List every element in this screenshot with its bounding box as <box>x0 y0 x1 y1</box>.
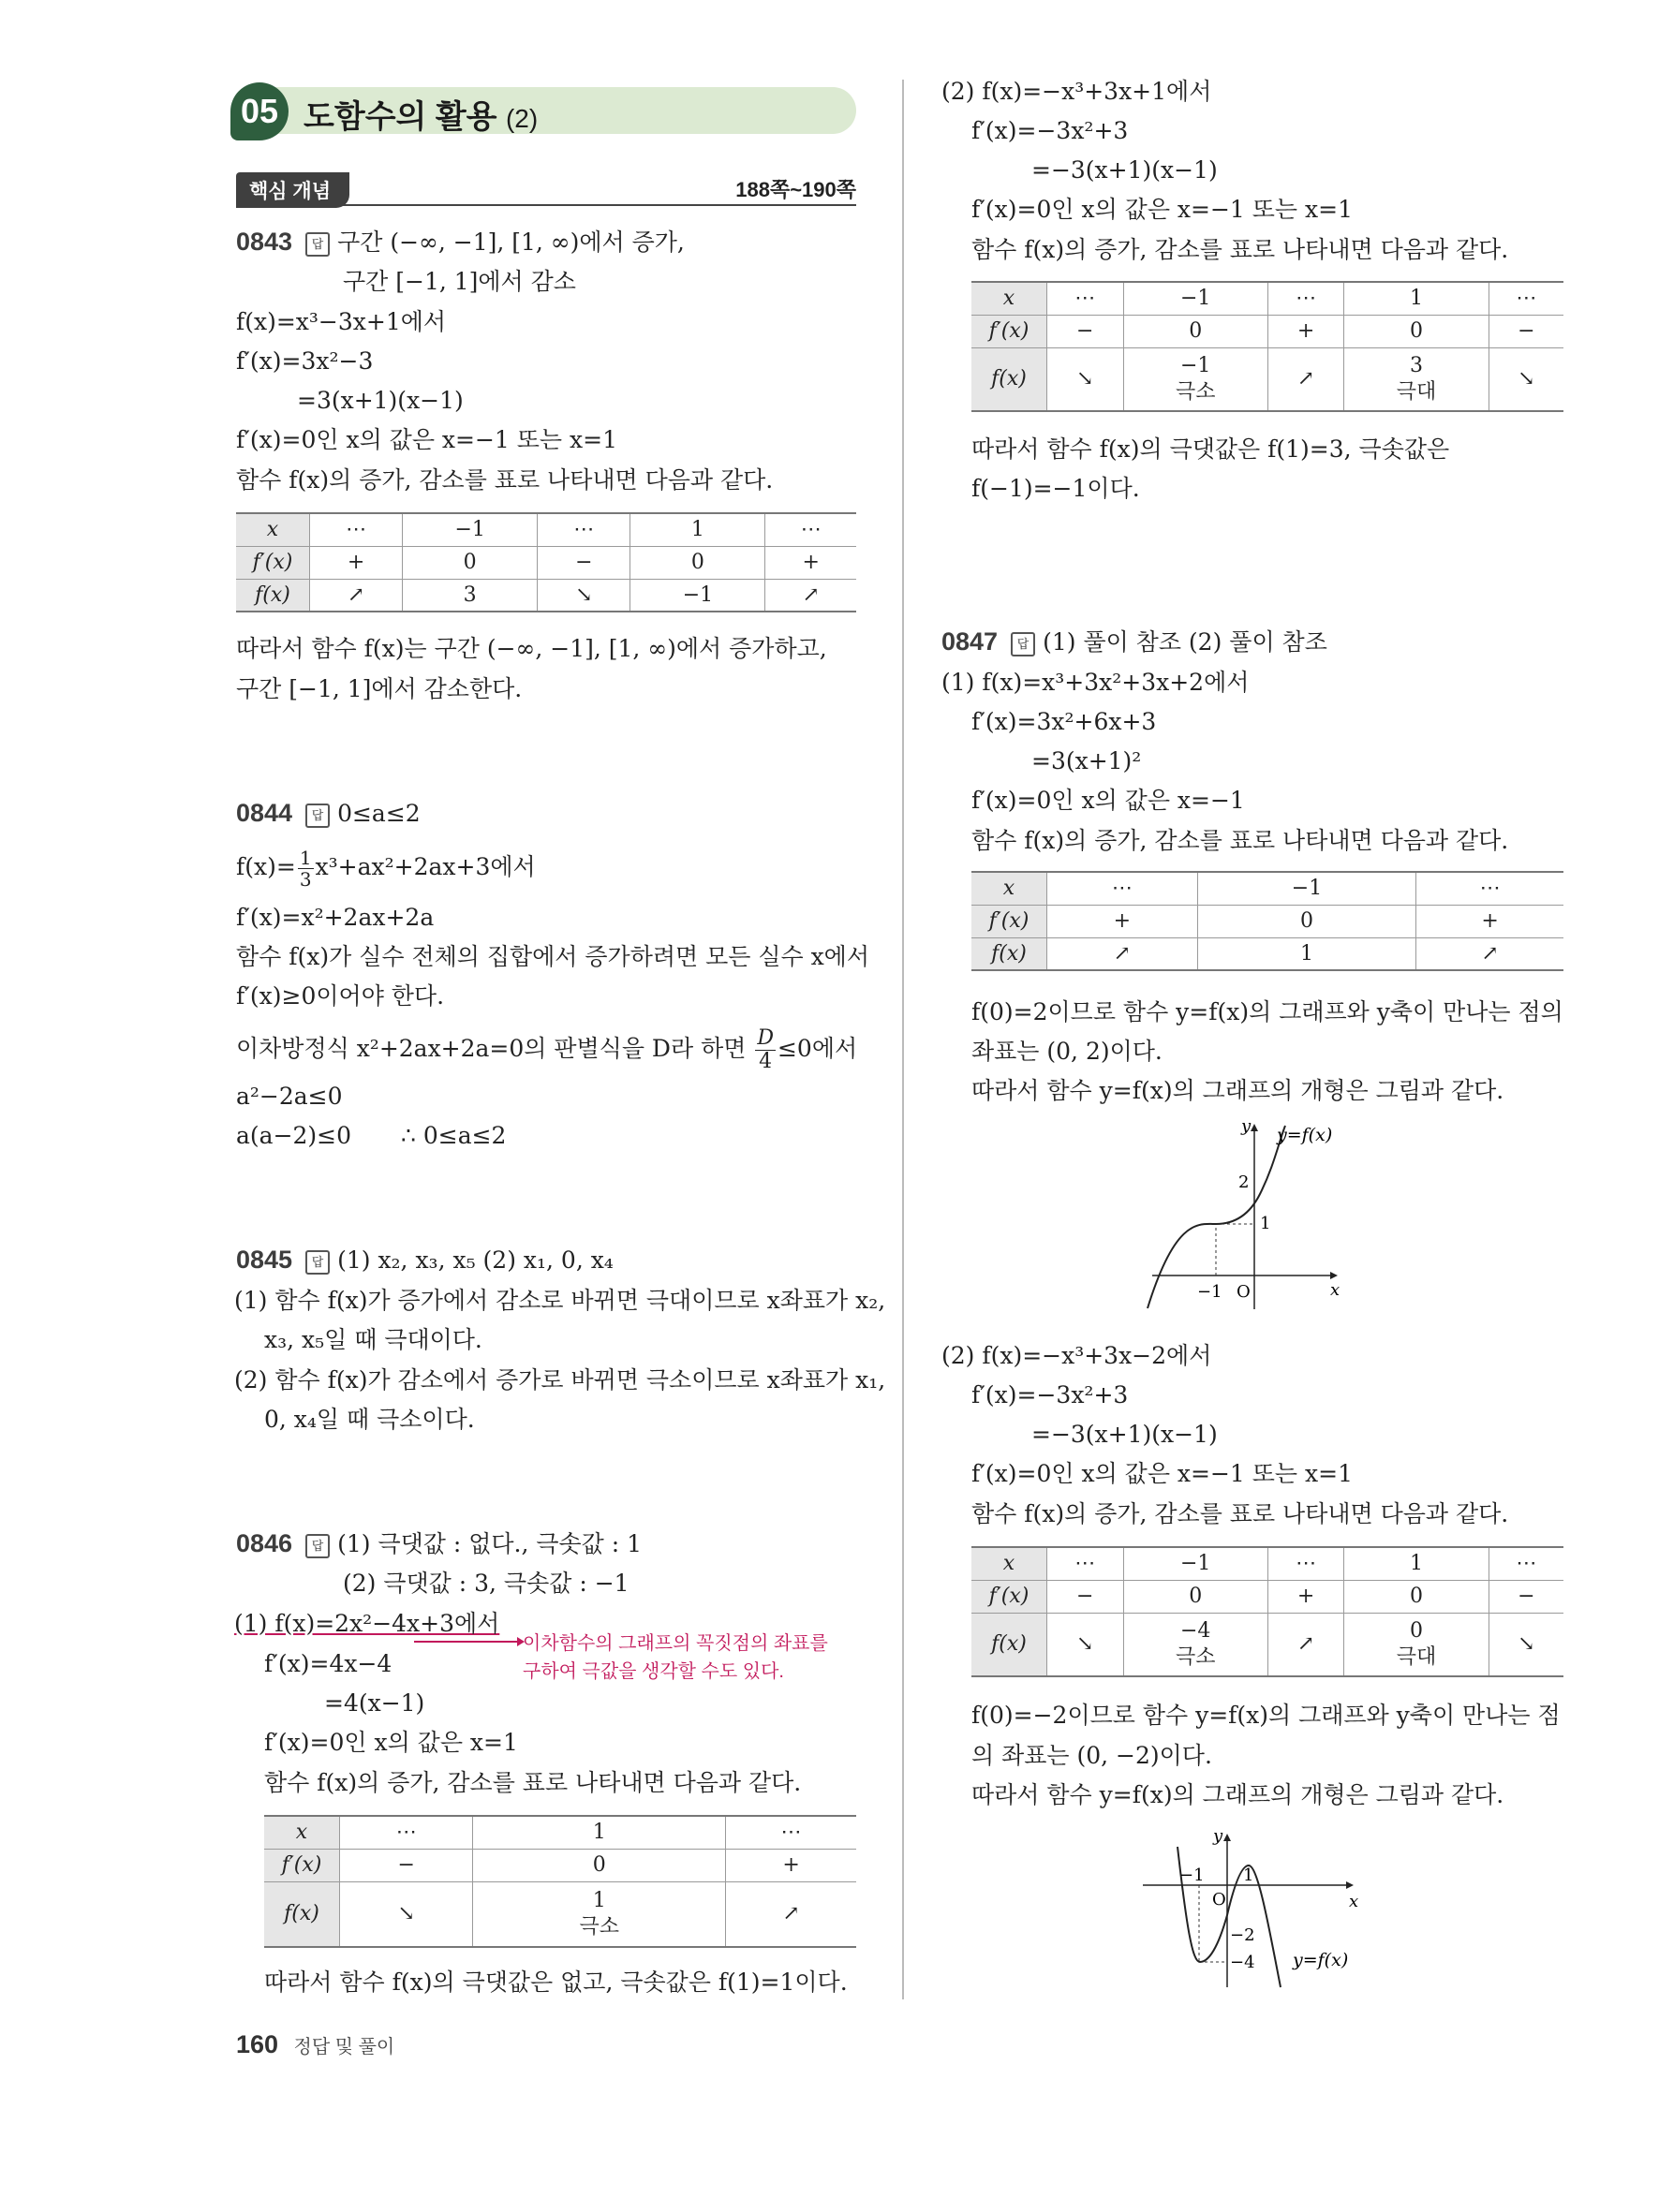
y-axis-label: y <box>1241 1116 1252 1136</box>
solution-line: =3(x+1)(x−1) <box>297 387 464 414</box>
table-cell: 1 <box>630 513 765 546</box>
origin-label: O <box>1212 1890 1226 1910</box>
solution-line: =4(x−1) <box>324 1689 425 1717</box>
table-cell: f(x) <box>971 1613 1047 1676</box>
table-cell: ⋯ <box>1047 1547 1124 1580</box>
solution-line: a²−2a≤0 <box>236 1083 343 1110</box>
cell-value: 3 <box>1410 354 1424 378</box>
table-cell: 0 <box>1123 1580 1267 1613</box>
table-cell: ⋯ <box>310 513 403 546</box>
table-cell: ⋯ <box>765 513 856 546</box>
cell-label: 극소 <box>579 1914 620 1939</box>
table-cell: 1 <box>1344 1547 1489 1580</box>
table-cell: ↘ <box>1047 1613 1124 1676</box>
solution-line: f′(x)=0인 x의 값은 x=−1 또는 x=1 <box>971 196 1353 223</box>
solution-line: (2) f(x)=−x³+3x+1에서 <box>941 78 1212 105</box>
problem-number: 0845 <box>236 1246 293 1274</box>
solution-line: f(0)=2이므로 함수 y=f(x)의 그래프와 y축이 만나는 점의 <box>971 998 1563 1025</box>
cell-label: 극대 <box>1396 1644 1437 1669</box>
table-cell: 1 <box>473 1816 726 1849</box>
table-cell: ↘ <box>1489 347 1563 411</box>
section-title-text: 도함수의 활용 <box>304 99 497 135</box>
problem-number: 0844 <box>236 799 293 827</box>
x-axis-arrow <box>1346 1881 1354 1889</box>
table-cell: f′(x) <box>264 1849 340 1881</box>
expr-part: f(x)= <box>236 853 296 880</box>
fraction-numerator: 1 <box>299 847 312 869</box>
conclusion-line: 따라서 함수 f(x)의 극댓값은 f(1)=3, 극솟값은 <box>971 435 1450 463</box>
table-cell: −1 <box>1123 1547 1267 1580</box>
table-cell: ⋯ <box>538 513 630 546</box>
table-cell: −1 <box>1123 282 1267 315</box>
variation-table-0847-2 <box>971 1546 1563 1677</box>
table-cell: f(x) <box>971 937 1047 970</box>
problem-number: 0847 <box>941 627 999 656</box>
solution-line: f′(x)=0인 x의 값은 x=−1 또는 x=1 <box>236 426 617 453</box>
table-cell: f′(x) <box>971 905 1047 937</box>
fraction-numerator: D <box>757 1026 774 1050</box>
table-cell: ⋯ <box>1047 282 1124 315</box>
solution-line: f′(x)=0인 x의 값은 x=1 <box>264 1729 518 1756</box>
page-number: 160 <box>236 2030 279 2058</box>
annotation <box>523 1630 828 1686</box>
table-cell: − <box>1489 315 1563 347</box>
answer-text: (1) 극댓값 : 없다., 극솟값 : 1 <box>337 1530 643 1557</box>
problem-0845-header <box>236 1247 614 1275</box>
footer-label: 정답 및 풀이 <box>293 2037 395 2057</box>
solution-line: 함수 f(x)의 증가, 감소를 표로 나타내면 다음과 같다. <box>236 466 774 494</box>
solution-line: f′(x)=3x²−3 <box>236 347 374 375</box>
graph-0847-2 <box>1138 1826 1419 1990</box>
table-cell: ↗ <box>1267 1613 1344 1676</box>
table-cell: 1 <box>1344 282 1489 315</box>
variation-table-0847-1 <box>971 871 1563 971</box>
answer-text-2: (2) 극댓값 : 3, 극솟값 : −1 <box>343 1570 630 1597</box>
tick-label-minus-1: −1 <box>1197 1282 1222 1302</box>
solution-line: f′(x)=0인 x의 값은 x=−1 <box>971 787 1245 814</box>
problem-number: 0843 <box>236 228 293 256</box>
solution-line: f(0)=−2이므로 함수 y=f(x)의 그래프와 y축이 만나는 점 <box>971 1702 1561 1729</box>
conclusion-line: 구간 [−1, 1]에서 감소한다. <box>236 675 523 702</box>
origin-label: O <box>1237 1282 1251 1302</box>
table-cell: 0 <box>1344 315 1489 347</box>
table-cell <box>1344 1613 1489 1676</box>
expr-part: 이차방정식 x²+2ax+2a=0의 판별식을 D라 하면 <box>236 1035 747 1063</box>
solution-line: f′(x)=x²+2ax+2a <box>236 904 435 931</box>
table-cell: x <box>264 1816 340 1849</box>
table-cell: 3 <box>403 579 538 612</box>
tick-label-2: 2 <box>1238 1172 1250 1192</box>
table-cell: f(x) <box>264 1881 340 1947</box>
variation-table-0843 <box>236 512 856 612</box>
solution-line: 따라서 함수 y=f(x)의 그래프의 개형은 그림과 같다. <box>971 1077 1504 1104</box>
x-axis-arrow <box>1330 1272 1338 1279</box>
table-cell: 0 <box>1123 315 1267 347</box>
table-cell: x <box>236 513 310 546</box>
conclusion-line: f(−1)=−1이다. <box>971 475 1140 502</box>
solution-line <box>236 848 536 890</box>
table-cell <box>473 1881 726 1947</box>
solution-line: f′(x)=4x−4 <box>264 1650 393 1677</box>
answer-text-2: 구간 [−1, 1]에서 감소 <box>343 268 576 295</box>
table-cell <box>1344 347 1489 411</box>
table-cell: 0 <box>630 546 765 579</box>
table-cell: − <box>1047 315 1124 347</box>
problem-0846-header <box>236 1531 642 1558</box>
solution-line: 함수 f(x)의 증가, 감소를 표로 나타내면 다음과 같다. <box>264 1769 802 1796</box>
table-cell: x <box>971 282 1047 315</box>
solution-line: (1) f(x)=x³+3x²+3x+2에서 <box>941 669 1250 696</box>
solution-line: (1) 함수 f(x)가 증가에서 감소로 바뀌면 극대이므로 x좌표가 x₂, <box>234 1287 886 1314</box>
tick-label-1: 1 <box>1243 1865 1254 1885</box>
solution-line: 함수 f(x)의 증가, 감소를 표로 나타내면 다음과 같다. <box>971 827 1509 854</box>
table-cell: f(x) <box>971 347 1047 411</box>
cell-value: 0 <box>1410 1619 1424 1644</box>
answer-badge: 답 <box>305 1534 330 1558</box>
tick-label-minus-1: −1 <box>1179 1865 1205 1885</box>
solution-line: f′(x)=−3x²+3 <box>971 1381 1129 1408</box>
solution-line: 함수 f(x)의 증가, 감소를 표로 나타내면 다음과 같다. <box>971 236 1509 263</box>
table-cell: − <box>1047 1580 1124 1613</box>
solution-line: a(a−2)≤0 <box>236 1122 352 1149</box>
fraction <box>755 1027 776 1073</box>
table-cell <box>1123 1613 1267 1676</box>
cell-value: −4 <box>1179 1619 1211 1644</box>
expr-part: x³+ax²+2ax+3에서 <box>315 853 536 880</box>
conclusion-line: 따라서 함수 f(x)의 극댓값은 없고, 극솟값은 f(1)=1이다. <box>264 1969 848 1996</box>
annotation-arrow <box>412 1635 525 1648</box>
table-cell: ⋯ <box>1489 1547 1563 1580</box>
table-cell: + <box>1416 905 1563 937</box>
page-range: 188쪽~190쪽 <box>735 178 856 201</box>
answer-badge: 답 <box>305 1250 330 1275</box>
table-cell: 0 <box>1344 1580 1489 1613</box>
table-cell: 1 <box>1197 937 1416 970</box>
curve-label: y=f(x) <box>1293 1950 1349 1970</box>
column-divider <box>902 80 904 1999</box>
table-cell: ↗ <box>1416 937 1563 970</box>
answer-text: 0≤a≤2 <box>337 800 421 827</box>
table-cell: + <box>1047 905 1198 937</box>
cell-label: 극소 <box>1175 379 1216 404</box>
solution-line: 0, x₄일 때 극소이다. <box>264 1406 475 1433</box>
section-title <box>304 91 538 137</box>
tick-label-1: 1 <box>1260 1214 1271 1233</box>
problem-0843-header <box>236 229 685 257</box>
solution-line: f(x)=x³−3x+1에서 <box>236 308 447 335</box>
table-cell: 0 <box>403 546 538 579</box>
table-cell: ↗ <box>1267 347 1344 411</box>
answer-badge: 답 <box>1011 632 1035 656</box>
table-cell: f(x) <box>236 579 310 612</box>
table-cell: ↘ <box>1489 1613 1563 1676</box>
solution-line: 따라서 함수 y=f(x)의 그래프의 개형은 그림과 같다. <box>971 1781 1504 1808</box>
footer <box>236 2030 394 2059</box>
table-cell: ↘ <box>340 1881 473 1947</box>
table-cell: x <box>971 1547 1047 1580</box>
table-cell: ↗ <box>310 579 403 612</box>
cell-value: 1 <box>592 1889 606 1913</box>
fraction <box>298 848 314 890</box>
solution-line: 좌표는 (0, 2)이다. <box>971 1038 1163 1065</box>
table-cell: ⋯ <box>726 1816 856 1849</box>
cell-label: 극대 <box>1396 379 1437 404</box>
problem-0844-header <box>236 801 421 828</box>
table-cell: −1 <box>1197 872 1416 905</box>
solution-line: f′(x)=−3x²+3 <box>971 117 1129 144</box>
solution-line: f′(x)=0인 x의 값은 x=−1 또는 x=1 <box>971 1460 1353 1487</box>
cell-value: −1 <box>1179 354 1211 378</box>
curve-label: y=f(x) <box>1277 1125 1333 1145</box>
table-cell: ↗ <box>726 1881 856 1947</box>
table-cell: ⋯ <box>1489 282 1563 315</box>
solution-line: =3(x+1)² <box>1031 747 1142 774</box>
x-axis-label: x <box>1349 1892 1359 1911</box>
table-cell: ⋯ <box>1047 872 1198 905</box>
table-cell: + <box>1267 1580 1344 1613</box>
cell-label: 극소 <box>1175 1644 1216 1669</box>
expr-part: ≤0에서 <box>777 1035 858 1063</box>
table-cell: 0 <box>1197 905 1416 937</box>
table-cell: f′(x) <box>236 546 310 579</box>
table-cell: f′(x) <box>971 1580 1047 1613</box>
solution-line <box>236 1027 857 1073</box>
table-cell: ↘ <box>538 579 630 612</box>
solution-line: 의 좌표는 (0, −2)이다. <box>971 1742 1212 1769</box>
table-cell: − <box>340 1849 473 1881</box>
variation-table-0846-2 <box>971 281 1563 412</box>
tick-label-minus-2: −2 <box>1230 1925 1255 1945</box>
solution-line: f′(x)=3x²+6x+3 <box>971 708 1157 735</box>
y-axis-label: y <box>1213 1826 1223 1846</box>
solution-line: x₃, x₅일 때 극대이다. <box>264 1326 482 1353</box>
answer-text: (1) x₂, x₃, x₅ (2) x₁, 0, x₄ <box>337 1246 614 1274</box>
solution-line: 함수 f(x)가 실수 전체의 집합에서 증가하려면 모든 실수 x에서 <box>236 943 869 970</box>
solution-line <box>234 1612 499 1635</box>
problem-number: 0846 <box>236 1529 293 1557</box>
concept-badge: 핵심 개념 <box>236 172 349 208</box>
y-axis-arrow <box>1223 1834 1231 1841</box>
table-cell: ↗ <box>765 579 856 612</box>
fraction-denominator: 3 <box>299 868 312 891</box>
solution-line: 함수 f(x)의 증가, 감소를 표로 나타내면 다음과 같다. <box>971 1500 1509 1527</box>
answer-text: 구간 (−∞, −1], [1, ∞)에서 증가, <box>337 229 685 256</box>
table-cell: x <box>971 872 1047 905</box>
conclusion-line: 따라서 함수 f(x)는 구간 (−∞, −1], [1, ∞)에서 증가하고, <box>236 635 827 662</box>
table-cell: + <box>726 1849 856 1881</box>
table-cell: ⋯ <box>1267 282 1344 315</box>
annotation-line: 이차함수의 그래프의 꼭짓점의 좌표를 <box>523 1633 828 1654</box>
table-cell: ⋯ <box>1416 872 1563 905</box>
answer-badge: 답 <box>305 804 330 828</box>
table-cell: + <box>1267 315 1344 347</box>
variation-table-0846-1 <box>264 1815 856 1948</box>
table-cell: ⋯ <box>1267 1547 1344 1580</box>
underlined-expr: (1) f(x)=2x²−4x+3에서 <box>234 1610 500 1637</box>
section-part: (2) <box>505 104 539 133</box>
problem-0847-header <box>941 629 1327 656</box>
fraction-denominator: 4 <box>759 1050 773 1074</box>
annotation-line: 구하여 극값을 생각할 수도 있다. <box>523 1661 784 1682</box>
table-cell: 0 <box>473 1849 726 1881</box>
solution-line: =−3(x+1)(x−1) <box>1031 1421 1218 1448</box>
table-cell: + <box>765 546 856 579</box>
tick-label-minus-4: −4 <box>1230 1953 1255 1972</box>
table-cell: ↗ <box>1047 937 1198 970</box>
concept-bar <box>236 170 856 206</box>
solution-line: (2) f(x)=−x³+3x−2에서 <box>941 1342 1212 1369</box>
solution-line: ∴ 0≤a≤2 <box>401 1122 507 1149</box>
answer-badge: 답 <box>305 232 330 257</box>
table-cell: + <box>310 546 403 579</box>
table-cell: ⋯ <box>340 1816 473 1849</box>
solution-line: f′(x)≥0이어야 한다. <box>236 982 445 1010</box>
answer-text: (1) 풀이 참조 (2) 풀이 참조 <box>1043 628 1327 656</box>
section-header <box>230 82 856 137</box>
solution-line: =−3(x+1)(x−1) <box>1031 156 1218 184</box>
table-cell: f′(x) <box>971 315 1047 347</box>
graph-0847-1 <box>1143 1114 1358 1316</box>
table-cell: −1 <box>403 513 538 546</box>
table-cell <box>1123 347 1267 411</box>
solution-line: (2) 함수 f(x)가 감소에서 증가로 바뀌면 극소이므로 x좌표가 x₁, <box>234 1366 886 1394</box>
table-cell: −1 <box>630 579 765 612</box>
table-cell: − <box>538 546 630 579</box>
x-axis-label: x <box>1330 1280 1341 1300</box>
table-cell: ↘ <box>1047 347 1124 411</box>
table-cell: − <box>1489 1580 1563 1613</box>
y-axis-arrow <box>1251 1124 1258 1131</box>
section-number-badge: 05 <box>230 82 289 140</box>
